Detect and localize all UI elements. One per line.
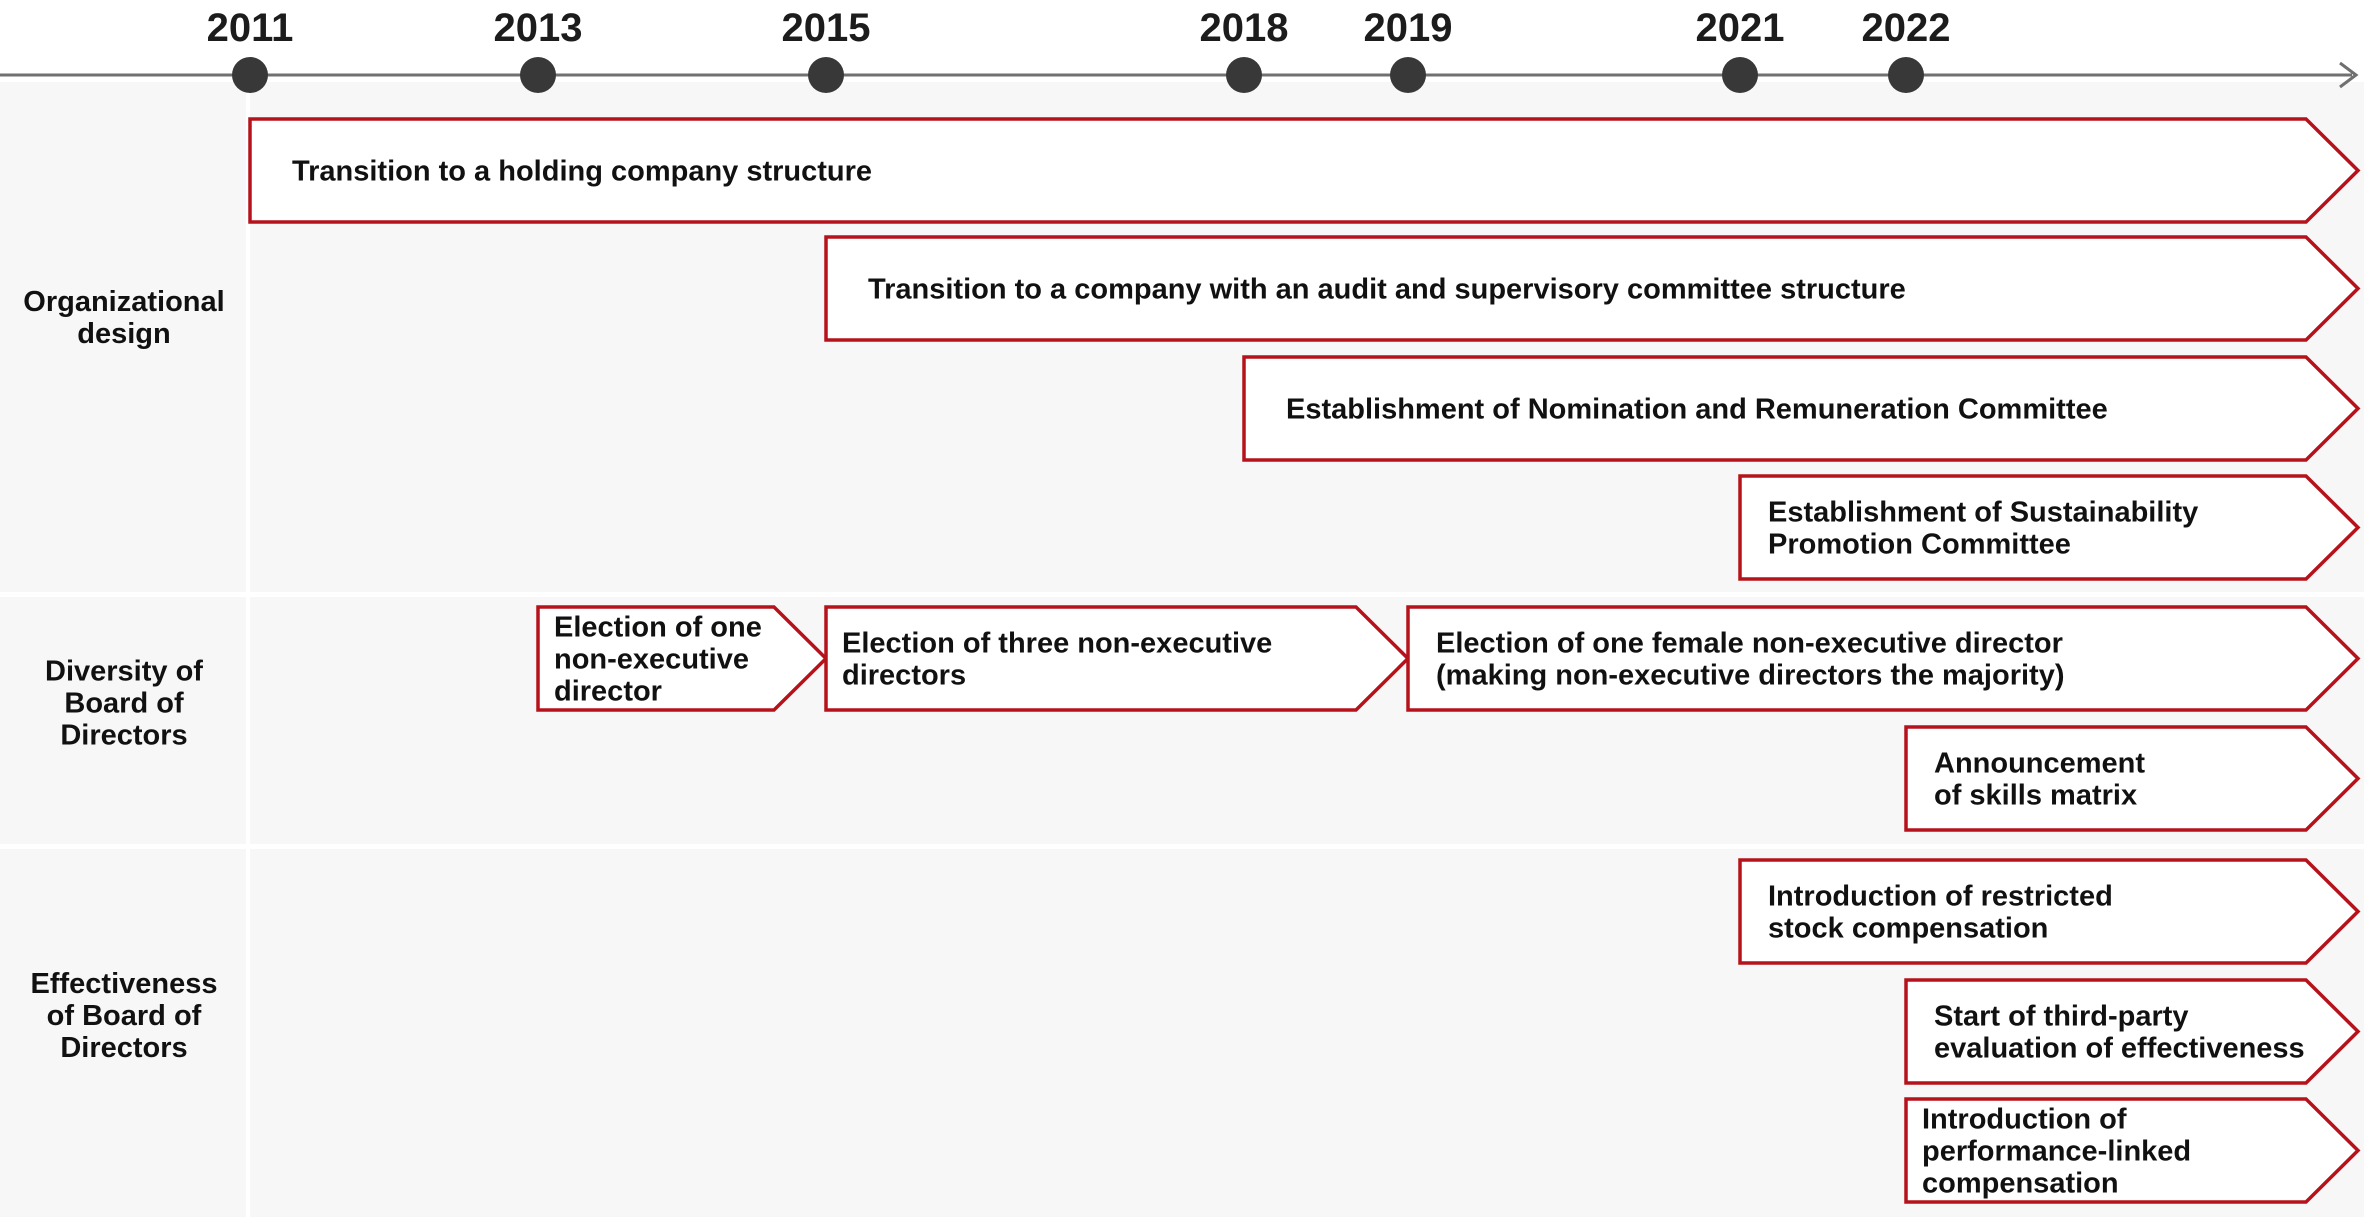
- event-arrow: [1906, 727, 2358, 830]
- event-label-line: Transition to a company with an audit and supervisory committee structure: [868, 273, 1906, 306]
- section-label-line: Organizational: [23, 286, 225, 318]
- year-marker: [232, 57, 268, 93]
- year-label: 2019: [1363, 6, 1453, 50]
- event-label-line: Establishment of Sustainability: [1768, 496, 2199, 529]
- event-label-line: director: [554, 675, 662, 708]
- section-label-line: Board of: [64, 687, 184, 720]
- year-marker: [808, 57, 844, 93]
- event-arrow: [538, 607, 826, 710]
- event-label-line: Establishment of Nomination and Remuneration Committee: [1286, 393, 2108, 426]
- event-arrow: [826, 607, 1408, 710]
- year-label: 2022: [1861, 6, 1951, 50]
- event-label: [1934, 748, 2145, 812]
- event-label-line: Election of three non-executive: [842, 627, 1273, 660]
- event-arrow: [250, 119, 2358, 222]
- event-label-line: non-executive: [554, 643, 749, 676]
- event-label: [1286, 394, 2108, 426]
- event-label-line: Election of one female non-executive director: [1436, 627, 2063, 660]
- year-marker: [1390, 57, 1426, 93]
- event-arrow: [826, 237, 2358, 340]
- year-label: 2015: [781, 6, 871, 50]
- year-marker: [1226, 57, 1262, 93]
- event-label-line: Start of third-party: [1934, 1000, 2189, 1033]
- event-arrow: [1906, 980, 2358, 1083]
- year-label: 2021: [1695, 6, 1785, 50]
- event-label-line: evaluation of effectiveness: [1934, 1032, 2305, 1065]
- event-label-line: Transition to a holding company structure: [292, 155, 873, 188]
- event-label-line: of skills matrix: [1934, 779, 2138, 812]
- year-marker: [1722, 57, 1758, 93]
- year-label: 2011: [206, 6, 294, 50]
- section-label-line: Directors: [60, 719, 188, 752]
- event-arrow: [1244, 357, 2358, 460]
- event-label-line: (making non-executive directors the majority): [1436, 659, 2065, 692]
- event-label-line: directors: [842, 659, 967, 692]
- year-label: 2013: [493, 6, 583, 50]
- event-arrow: [1906, 1099, 2358, 1202]
- event-label: [1436, 628, 2064, 692]
- section-label: [45, 656, 203, 752]
- event-arrow: [1740, 476, 2358, 579]
- year-marker: [1888, 57, 1924, 93]
- section-label-line: design: [77, 318, 171, 350]
- timeline-axis: [0, 6, 2356, 93]
- section-label-line: Diversity of: [45, 655, 203, 688]
- event-label: [868, 274, 1906, 306]
- event-label-line: Introduction of: [1922, 1103, 2127, 1136]
- year-marker: [520, 57, 556, 93]
- event-label-line: Introduction of restricted: [1768, 880, 2113, 913]
- section-label-line: Directors: [60, 1032, 188, 1064]
- event-label-line: Announcement: [1934, 747, 2146, 780]
- section-label-line: Effectiveness: [30, 968, 218, 1000]
- event-label-line: performance-linked: [1922, 1135, 2192, 1168]
- section-label-line: of Board of: [46, 1000, 202, 1032]
- event-label-line: Promotion Committee: [1768, 528, 2071, 561]
- event-label: [292, 156, 872, 188]
- event-label-line: stock compensation: [1768, 912, 2049, 945]
- event-label-line: compensation: [1922, 1167, 2119, 1200]
- event-arrow: [1740, 860, 2358, 963]
- event-label-line: Election of one: [554, 611, 762, 644]
- event-arrow: [1408, 607, 2358, 710]
- year-label: 2018: [1199, 6, 1289, 50]
